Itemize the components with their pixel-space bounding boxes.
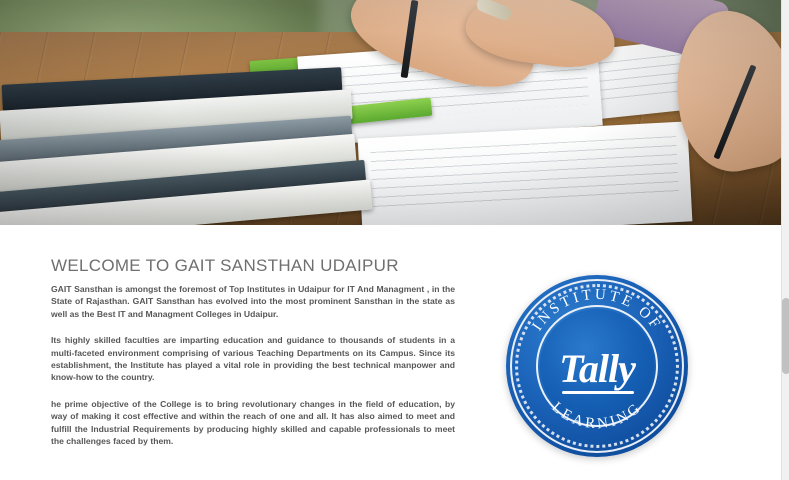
tally-institute-of-learning-seal [506,275,688,457]
hero-banner-image [0,0,781,225]
seal-top-text: INSTITUTE OF [529,286,665,334]
seal-bottom-text: LEARNING [548,399,646,433]
page-title: WELCOME TO GAIT SANSTHAN UDAIPUR [51,256,399,275]
welcome-paragraph-2: Its highly skilled faculties are imparting education and guidance to thousands of students in a multi-faceted environment comprising of various Teaching Departments on its Campus. Since its establishment, the Institute has played a vital role in providing the best technical manpower and know-how to the country. [51,335,455,383]
welcome-text-column [51,283,455,461]
paper-sheet-lower [358,121,693,225]
welcome-paragraph-1: GAIT Sansthan is amongst the foremost of Top Institutes in Udaipur for IT And Managment , in the State of Rajasthan. GAIT Sansthan has evolved into the most prominent Sansthan in the state as well as the Best IT and Managment Colleges in Udaipur. [51,284,455,319]
tally-brand-text: Tally [559,346,635,391]
scrollbar-thumb[interactable] [782,298,789,374]
paper-lines [370,136,679,212]
tally-underline [562,391,634,394]
welcome-section [0,225,781,480]
vertical-scrollbar[interactable] [781,0,789,480]
welcome-paragraph-3: he prime objective of the College is to bring revolutionary changes in the field of education, by way of making it cost effective and within the reach of one and all. It has also aimed to meet and fulfill the Industrial Requirements by producing highly skilled and capable professionals to meet the challenges faced by them. [51,398,455,447]
